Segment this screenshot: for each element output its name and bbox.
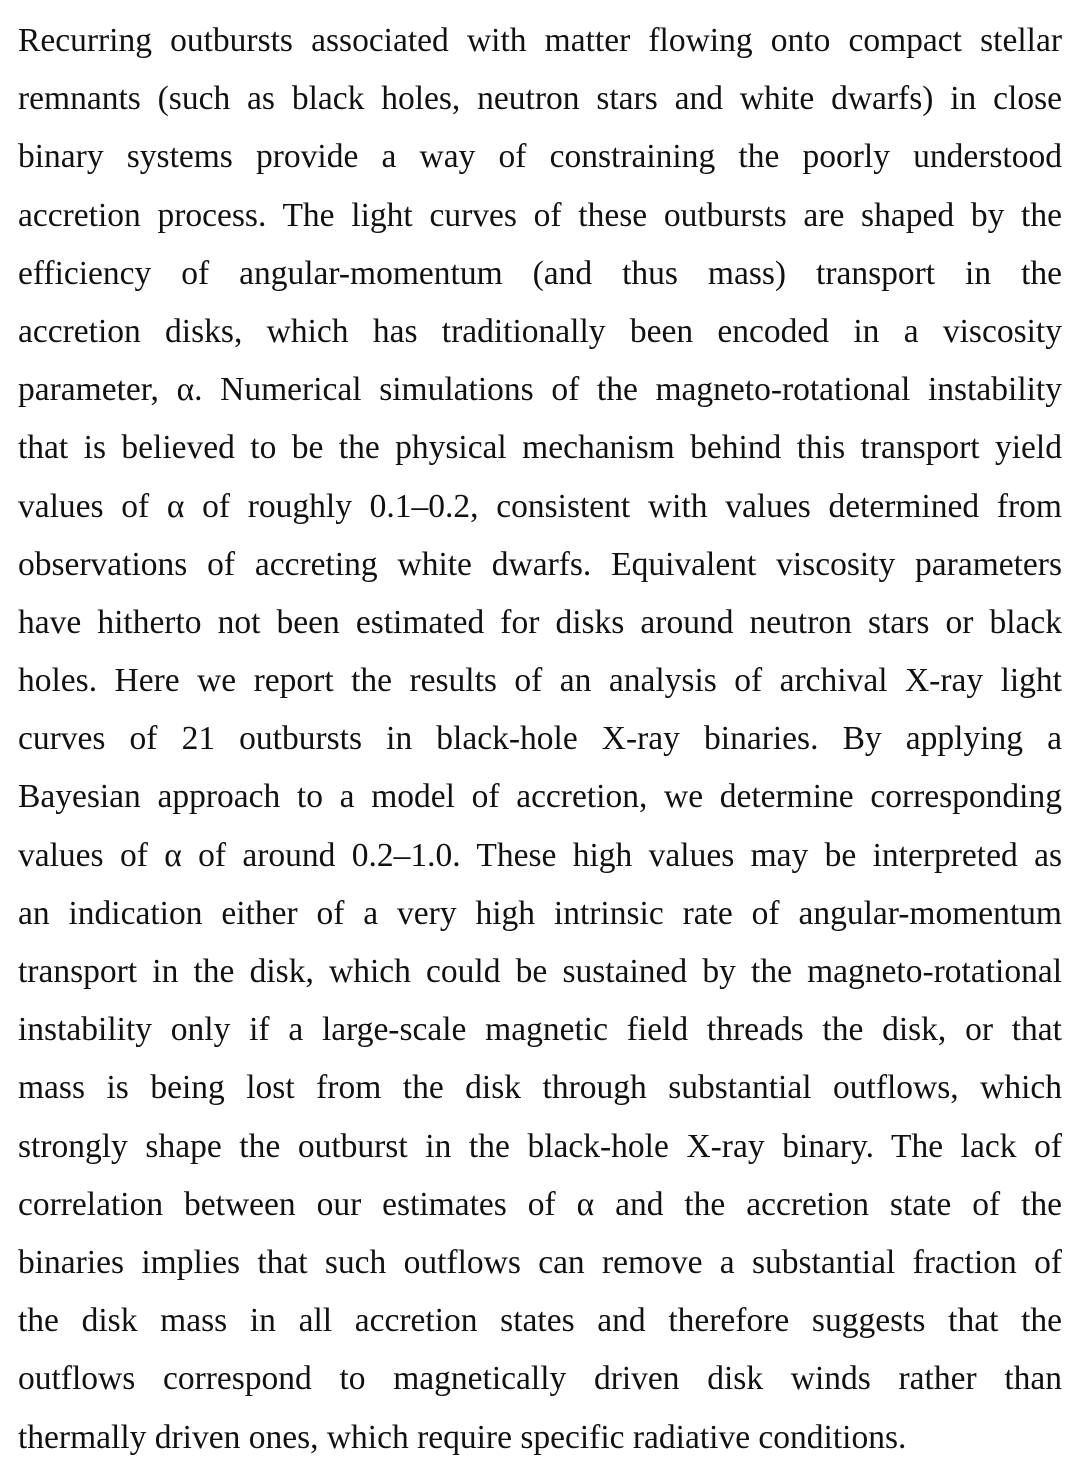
text-line: have hitherto not been estimated for disks around neutron stars or black — [18, 603, 1062, 641]
text-line: an indication either of a very high intrinsic rate of angular-momentum — [18, 894, 1062, 932]
text-line: transport in the disk, which could be sustained by the magneto-rotational — [18, 953, 1062, 990]
abstract-paragraph — [18, 12, 1062, 1467]
text-line: outflows correspond to magnetically driven disk winds rather than — [18, 1360, 1062, 1398]
text-line: values of α of around 0.2–1.0. These high values may be interpreted as — [18, 836, 1062, 874]
text-line: instability only if a large-scale magnetic field threads the disk, or that — [18, 1011, 1062, 1049]
text-line: strongly shape the outburst in the black-hole X-ray binary. The lack of — [18, 1127, 1062, 1165]
text-line: the disk mass in all accretion states and therefore suggests that the — [18, 1302, 1062, 1340]
text-line: correlation between our estimates of α and the accretion state of the — [18, 1185, 1062, 1223]
text-line: values of α of roughly 0.1–0.2, consistent with values determined from — [18, 487, 1062, 525]
text-line: remnants (such as black holes, neutron stars and white dwarfs) in close — [18, 80, 1062, 118]
text-line: Recurring outbursts associated with matter flowing onto compact stellar — [18, 22, 1062, 59]
text-line: binaries implies that such outflows can remove a substantial fraction of — [18, 1243, 1062, 1281]
text-line: parameter, α. Numerical simulations of the magneto-rotational instability — [18, 371, 1062, 409]
text-line: that is believed to be the physical mechanism behind this transport yield — [18, 429, 1062, 467]
text-line: observations of accreting white dwarfs. Equivalent viscosity parameters — [18, 545, 1062, 583]
text-line: accretion process. The light curves of these outbursts are shaped by the — [18, 196, 1062, 234]
text-line: efficiency of angular-momentum (and thus mass) transport in the — [18, 254, 1062, 292]
text-line: curves of 21 outbursts in black-hole X-ray binaries. By applying a — [18, 720, 1062, 758]
text-line: mass is being lost from the disk through substantial outflows, which — [18, 1069, 1062, 1107]
text-line: Bayesian approach to a model of accretion, we determine corresponding — [18, 778, 1062, 816]
text-line: accretion disks, which has traditionally been encoded in a viscosity — [18, 312, 1062, 350]
text-line: binary systems provide a way of constraining the poorly understood — [18, 138, 1062, 176]
text-line: thermally driven ones, which require specific radiative conditions. — [18, 1418, 907, 1456]
text-line: holes. Here we report the results of an analysis of archival X-ray light — [18, 662, 1062, 700]
